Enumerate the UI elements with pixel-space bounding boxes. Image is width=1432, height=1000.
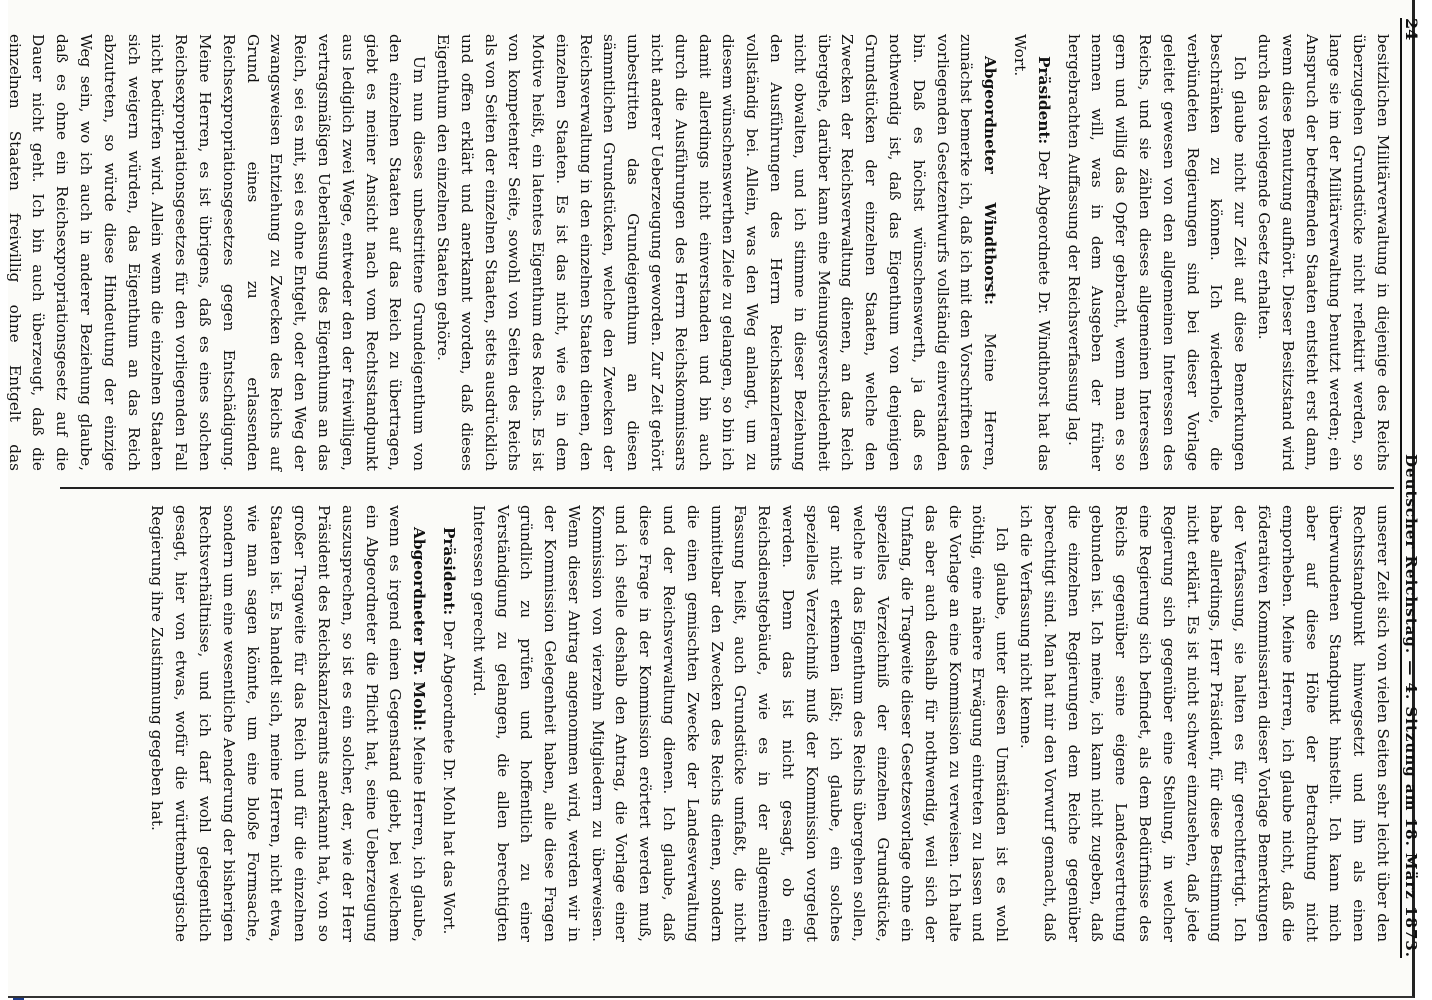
speaker-text: Meine Herren, zunächst bemerke ich, daß ich mit den Vorschriften des vorliegenden Gesetzentwurfs vollständig einverstanden bin. Daß es höchst wünschenswerth, ja daß es nothwendig ist, daß das Eigenthum von denjenigen Grundstücken der einzelnen Staaten, welche den Zwecken der Reichsverwaltung dienen, an das Reich übergehe, darüber kann eine Meinungsverschiedenheit nicht obwalten, und ich stimme in dieser Beziehung den Ausführungen des Herrn Reichskanzleramts vollständig bei. Allein, was den Weg anlangt, um zu diesem wünschenswerthen Ziele zu gelangen, so bin ich damit allerdings nicht einverstanden und bin auch durch die Ausführungen des Herrn Reichskommissars nicht anderer Ueberzeugung geworden. Zur Zeit gehört unbestritten das Grundeigenthum an diesen sämmtlichen Grundstücken, welche den Zwecken der Reichsverwaltung in den einzelnen Staaten dienen, den einzelnen Staaten. Es ist das nicht, wie es in dem Motive heißt, ein latentes Eigenthum des Reichs. Es ist von kompetenter Seite, sowohl von Seiten des Reichs als von Seiten der einzelnen Staaten, stets ausdrücklich und offen erklärt und anerkannt worden, daß dieses Eigenthum den einzelnen Staaten gehöre. xyxy=(433,34,1000,471)
paragraph: Ich glaube nicht zur Zeit auf diese Bemerkungen beschränken zu können. Ich wiederhole, die verbündeten Regierungen sind bei dieser Vorlage geleitet gewesen von den allgemeinen Interessen des Reichs, und sie zählen dieses allgemeinen Interessen gern und willig das Opfer gebracht, wenn man es so nennen will, was in dem Ausgeben der früher hergebrachten Auffassung der Reichsverfassung lag. xyxy=(1064,34,1250,471)
speaker-paragraph xyxy=(1007,34,1055,471)
speaker-text: Meine Herren, ich glaube, wenn es irgend einen Gegenstand giebt, bei welchem ein Abgeordneter die Pflicht hat, seine Ueberzeugung auszusprechen, so ist es ein solcher, der, wie der Herr Präsident des Reichskanzleramts anerkannt hat, von so großer Tragweite für das Reich und für die einzelnen Staaten ist. Es handelt sich, meine Herren, nicht etwa, wie man sagen könnte, um eine bloße Formsache, sondern um eine wesentliche Aenderung der bisherigen Rechtsverhältnisse, und ich darf wohl gelegentlich gesagt, hier von etwas, wofür die württembergische Regierung ihre Zustimmung gegeben hat. xyxy=(148,505,429,942)
speaker-paragraph xyxy=(145,505,431,942)
speaker-label: Präsident: xyxy=(1034,56,1053,145)
paragraph: Um nun dieses unbestrittene Grundeigenthum von den einzelnen Staaten auf das Reich zu übertragen, giebt es meiner Ansicht nach vom Rechtsstandpunkt aus lediglich zwei Wege, entweder den der freiwilligen, vertragsmäßigen Ueberlassung des Eigenthums an das Reich, sei es mit, sei es ohne Entgelt, oder den Weg der zwangsweisen Entziehung zu Zwecken des Reichs auf Grund eines zu erlassenden Reichsexpropriationsgesetzes gegen Entschädigung. Meine Herren, es ist übrigens, daß es eines solchen Reichsexpropriationsgesetzes für den vorliegenden Fall nicht bedürfen wird. Allein wenn die einzelnen Staaten sich weigern würden, das Eigenthum an das Reich abzutreten, so würde diese Hindeutung der einzige Weg sein, wo ich auch in anderer Beziehung glaube, daß es ohne ein Reichsexpropriationsgesetz auf die Dauer nicht geht. Ich bin auch überzeugt, daß die einzelnen Staaten freiwillig ohne Entgelt das xyxy=(5,34,429,471)
scanned-page xyxy=(5,0,1421,998)
speaker-label: Abgeordneter Windthorst: xyxy=(981,56,1000,305)
paragraph: Ich glaube, unter diesen Umständen ist es wohl nöthig, eine nähere Erwägung eintreten zu lassen und die Vorlage an eine Kommission zu verweisen. Ich halte das aber auch deshalb für nothwendig, weil sich der Umfang, die Tragweite dieser Gesetzesvorlage ohne ein spezielles Verzeichniß der einzelnen Grundstücke, welche in das Eigenthum des Reichs übergehen sollen, gar nicht erkennen läßt; ich glaube, ein solches spezielles Verzeichniß muß der Kommission vorgelegt werden. Denn das ist nicht gesagt, ob ein Reichsdienstgebäude, wie es in der allgemeinen Fassung heißt, auch Grundstücke umfaßt, die nicht unmittelbar den Zwecken des Reichs dienen, sondern die einen gemischten Zwecke der Landesverwaltung und der Reichsverwaltung dienen. Ich glaube, daß diese Frage in der Kommission erörtert werden muß, und ich stelle deshalb den Antrag, die Vorlage einer Kommission von vierzehn Mitgliedern zu überweisen. Wenn dieser Antrag angenommen wird, werden wir in der Kommission Gelegenheit haben, alle diese Fragen gründlich zu prüfen und hoffentlich zu einer Verständigung zu gelangen, die allen berechtigten Interessen gerecht wird. xyxy=(469,505,1012,942)
speaker-label: Abgeordneter Dr. Mohl: xyxy=(410,527,429,732)
rotated-page-content xyxy=(5,8,1430,968)
speaker-paragraph xyxy=(430,34,1001,471)
paragraph: unserer Zeit sich von vielen Seiten sehr leicht über den Rechtsstandpunkt hinwegsetzt und ihn als einen überwundenen Standpunkt hinstellt. Ich kann mich aber auf diese Höhe der Betrachtung nicht emporheben. Meine Herren, ich glaube nicht, daß die föderativen Kommissarien dieser Vorlage Bemerkungen der Verfassung, sie halten es für gerechtfertigt. Ich habe allerdings, Herr Präsident, für diese Bestimmung nicht erklärt. Es ist nicht schwer einzusehen, daß jede Regierung sich gegenüber eine Stellung, in welcher eine Regierung sich befindet, als dem Bedürfnisse des Reichs gegenüber seine eigene Landesvertretung gebunden ist. Ich meine, ich kann nicht zugeben, daß die einzelnen Regierungen dem Reiche gegenüber berechtigt sind. Man hat mir den Vorwurf gemacht, daß ich die Verfassung nicht kenne. xyxy=(1017,505,1392,942)
speaker-text: Der Abgeordnete Dr. Windthorst hat das Wort. xyxy=(1011,34,1053,471)
right-column xyxy=(60,487,1394,958)
speaker-label: Präsident: xyxy=(439,527,458,616)
speaker-paragraph xyxy=(436,505,460,942)
speaker-text: Der Abgeordnete Dr. Mohl hat das Wort. xyxy=(439,620,458,935)
page-number: 24 xyxy=(1402,18,1421,41)
page-title: Deutscher Reichstag. — 4. Sitzung am 18. März 1873. xyxy=(1402,454,1420,958)
paragraph: besitzlichen Militärverwaltung in diejenige des Reichs überzugehen Grundstücke nicht reflektirt werden, so lange sie im der Militärverwaltung benutzt werden; ein Anspruch der betreffenden Staaten entsteht erst dann, wenn diese Benutzung aufhört. Dieser Besitzstand wird durch das vorliegende Gesetz erhalten. xyxy=(1255,34,1392,471)
text-columns xyxy=(5,18,1394,958)
left-column xyxy=(5,18,1394,487)
page-header xyxy=(1400,18,1430,958)
